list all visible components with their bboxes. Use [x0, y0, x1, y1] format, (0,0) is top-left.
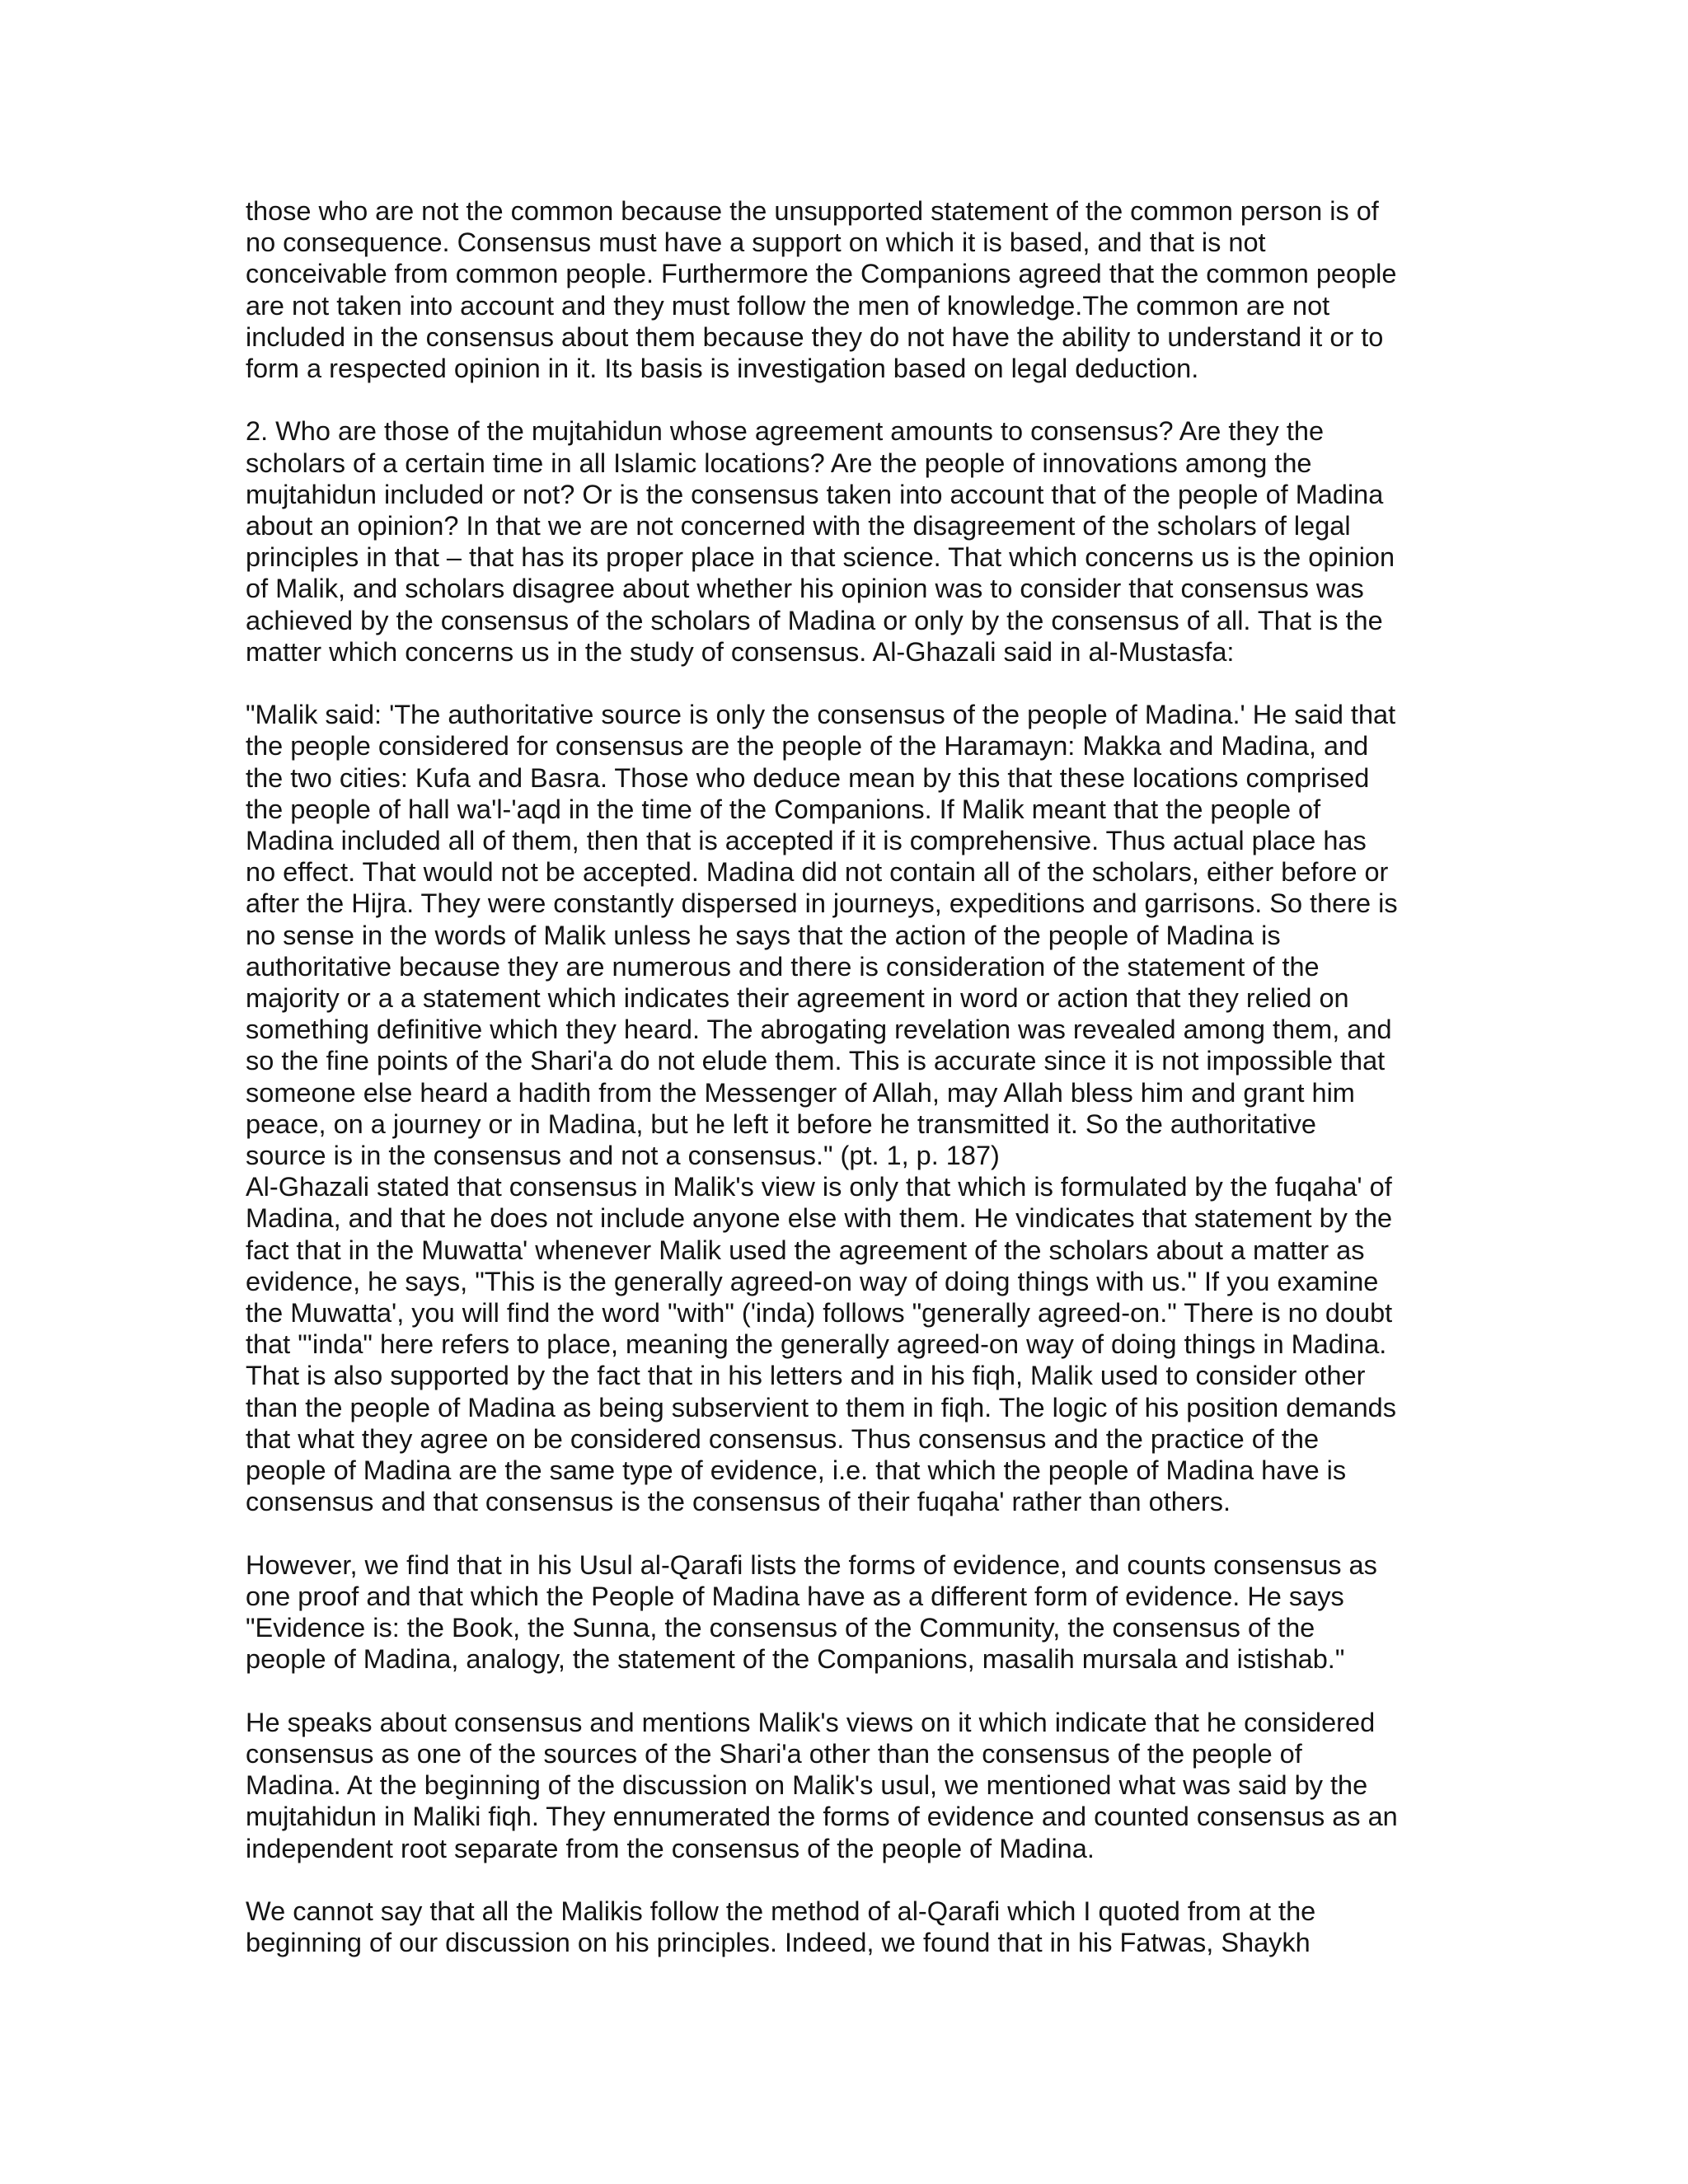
paragraph-common-people: those who are not the common because the unsupported statement of the common person is of no consequence. Consensus must have a support on which it is based, and that is not conceivable from common people. Furthermore the Companions agreed that the common people are not taken into account and they must follow the men of knowledge.The common are not included in the consensus about them because they do not have the ability to understand it or to form a respected opinion in it. Its basis is investigation based on legal deduction. [246, 196, 1397, 384]
paragraph-mujtahidun-question: 2. Who are those of the mujtahidun whose agreement amounts to consensus? Are they the scholars of a certain time in all Islamic locations? Are the people of innovations among the mujtahidun included or not? Or is the consensus taken into account that of the people of Madina about an opinion? In that we are not concerned with the disagreement of the scholars of legal principles in that – that has its proper place in that science. That which concerns us is the opinion of Malik, and scholars disagree about whether his opinion was to consider that consensus was achieved by the consensus of the scholars of Madina or only by the consensus of all. That is the matter which concerns us in the study of consensus. Al-Ghazali said in al-Mustasfa: [246, 416, 1395, 667]
paragraph-ghazali-view: Al-Ghazali stated that consensus in Malik's view is only that which is formulated by the fuqaha' of Madina, and that he does not include anyone else with them. He vindicates that statement by the fact that in the Muwatta' whenever Malik used the agreement of the scholars about a matter as evidence, he says, "This is the generally agreed-on way of doing things with us." If you examine the Muwatta', you will find the word "with" ('inda) follows "generally agreed-on." There is no doubt that "'inda" here refers to place, meaning the generally agreed-on way of doing things in Madina. That is also supported by the fact that in his letters and in his fiqh, Malik used to consider other than the people of Madina as being subservient to them in fiqh. The logic of his position demands that what they agree on be considered consensus. Thus consensus and the practice of the people of Madina are the same type of evidence, i.e. that which the people of Madina have is consensus and that consensus is the consensus of their fuqaha' rather than others. [246, 1172, 1396, 1517]
paragraph-ghazali-quote: "Malik said: 'The authoritative source is only the consensus of the people of Madina.' He said that the people considered for consensus are the people of the Haramayn: Makka and Madina, and the two cities: Kufa and Basra. Those who deduce mean by this that these locations comprised the people of hall wa'l-'aqd in the time of the Companions. If Malik meant that the people of Madina included all of them, then that is accepted if it is comprehensive. Thus actual place has no effect. That would not be accepted. Madina did not contain all of the scholars, either before or after the Hijra. They were constantly dispersed in journeys, expeditions and garrisons. So there is no sense in the words of Malik unless he says that the action of the people of Madina is authoritative because they are numerous and there is consideration of the statement of the majority or a a statement which indicates their agreement in word or action that they relied on something definitive which they heard. The abrogating revelation was revealed among them, and so the fine points of the Shari'a do not elude them. This is accurate since it is not impossible that someone else heard a hadith from the Messenger of Allah, may Allah bless him and grant him peace, on a journey or in Madina, but he left it before he transmitted it. So the authoritative source is in the consensus and not a consensus." (pt. 1, p. 187) [246, 700, 1398, 1171]
paragraph-malikis-method: We cannot say that all the Malikis follow the method of al-Qarafi which I quoted from at the beginning of our discussion on his principles. Indeed, we found that in his Fatwas, Shaykh [246, 1896, 1316, 1958]
paragraph-qarafi-evidence: However, we find that in his Usul al-Qarafi lists the forms of evidence, and counts consensus as one proof and that which the People of Madina have as a different form of evidence. He says "Evidence is: the Book, the Sunna, the consensus of the Community, the consensus of the people of Madina, analogy, the statement of the Companions, masalih mursala and istishab." [246, 1549, 1377, 1675]
paragraph-consensus-sources: He speaks about consensus and mentions Malik's views on it which indicate that he considered consensus as one of the sources of the Shari'a other than the consensus of the people of Madina. At the beginning of the discussion on Malik's usul, we mentioned what was said by the mujtahidun in Maliki fiqh. They ennumerated the forms of evidence and counted consensus as an independent root separate from the consensus of the people of Madina. [246, 1707, 1398, 1863]
document-page [246, 195, 1449, 1990]
